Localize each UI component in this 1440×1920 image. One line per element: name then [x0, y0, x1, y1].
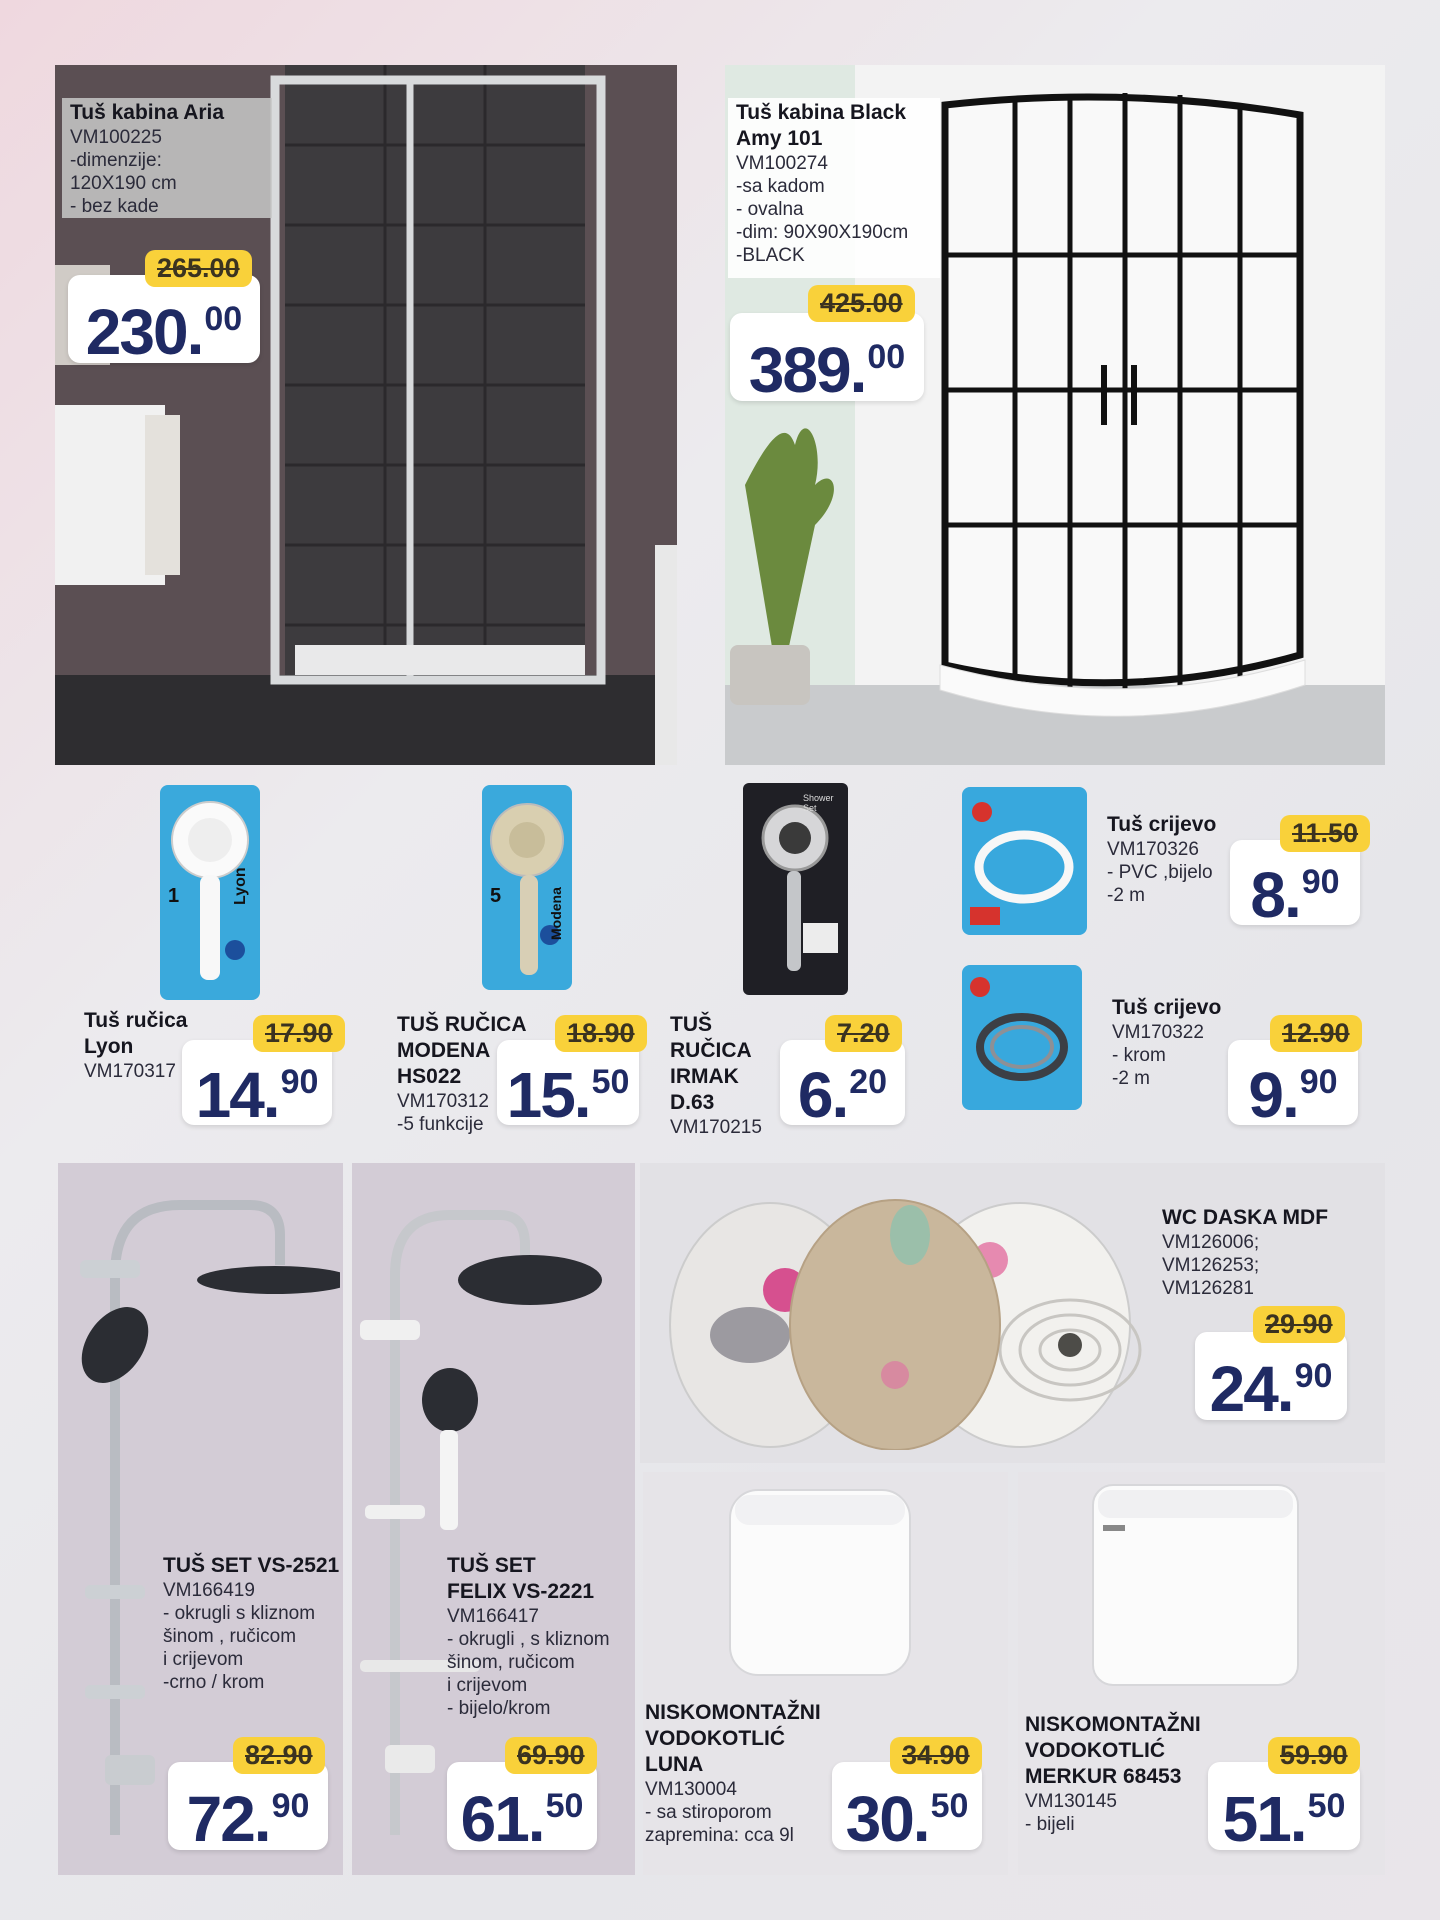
lyon-name-1: Tuš ručica [84, 1009, 188, 1032]
merkur-info [1025, 1712, 1215, 1836]
irmak-name-2: IRMAK [670, 1065, 739, 1088]
irmak-name-3: D.63 [670, 1091, 715, 1114]
amy-price [730, 313, 924, 406]
vs2521-spec-1: - okrugli s kliznom [163, 1603, 316, 1624]
hose2-price-dec: 90 [1299, 1063, 1338, 1101]
felix-spec-3: i crijevom [447, 1675, 528, 1696]
hose2-name: Tuš crijevo [1112, 996, 1222, 1019]
merkur-price [1208, 1762, 1360, 1855]
lyon-name-2: Lyon [84, 1035, 134, 1058]
lyon-sku: VM170317 [84, 1061, 176, 1082]
lyon-package-brand: Lyon [232, 867, 249, 905]
lyon-old-price: 17.90 [253, 1015, 345, 1052]
luna-name-2: VODOKOTLIĆ LUNA [645, 1727, 785, 1776]
aria-price-dec: 00 [204, 300, 243, 338]
merkur-old-price: 59.90 [1268, 1737, 1360, 1774]
felix-sku: VM166417 [447, 1606, 539, 1627]
merkur-image [1088, 1480, 1303, 1695]
luna-name-1: NISKOMONTAŽNI [645, 1701, 821, 1724]
hose1-price [1230, 840, 1360, 931]
merkur-price-int: 51. [1222, 1783, 1306, 1855]
hose2-info [1112, 995, 1242, 1090]
merkur-sku: VM130145 [1025, 1791, 1117, 1812]
hose2-spec-2: -2 m [1112, 1068, 1150, 1089]
vs2521-spec-2: šinom , ručicom [163, 1626, 297, 1647]
felix-spec-2: šinom, ručicom [447, 1652, 575, 1673]
wc-sku-3: VM126281 [1162, 1278, 1254, 1299]
vs2521-price-int: 72. [186, 1783, 270, 1855]
merkur-price-dec: 50 [1307, 1787, 1346, 1825]
felix-spec-4: - bijelo/krom [447, 1698, 551, 1719]
amy-price-int: 389. [748, 334, 866, 406]
hose1-sku: VM170326 [1107, 839, 1199, 860]
modena-sku: VM170312 [397, 1091, 489, 1112]
vs2521-price-dec: 90 [271, 1787, 310, 1825]
modena-package [482, 785, 572, 990]
felix-price-dec: 50 [545, 1787, 584, 1825]
luna-spec-2: zapremina: cca 9l [645, 1825, 794, 1846]
vs2521-old-price: 82.90 [233, 1737, 325, 1774]
irmak-shower-package-icon [743, 783, 848, 995]
amy-spec-1: -sa kadom [736, 176, 825, 197]
irmak-price-dec: 20 [849, 1063, 888, 1101]
irmak-old-price: 7.20 [825, 1015, 902, 1052]
felix-info [447, 1553, 642, 1720]
modena-name-1: TUŠ RUČICA [397, 1013, 527, 1036]
vs2521-price [168, 1762, 328, 1855]
hose1-spec-2: -2 m [1107, 885, 1145, 906]
hose2-price-int: 9. [1248, 1059, 1298, 1131]
modena-package-brand: Modena [548, 887, 564, 940]
cistern-merkur-icon [1088, 1480, 1303, 1695]
amy-name-2: Amy 101 [736, 127, 823, 150]
luna-old-price: 34.90 [890, 1737, 982, 1774]
hose1-info [1107, 812, 1237, 907]
wc-old-price: 29.90 [1253, 1306, 1345, 1343]
felix-old-price: 69.90 [505, 1737, 597, 1774]
vs2521-sku: VM166419 [163, 1580, 255, 1601]
cistern-luna-icon [720, 1485, 920, 1685]
modena-price-int: 15. [506, 1059, 590, 1131]
lyon-price-dec: 90 [280, 1063, 319, 1101]
hose2-sku: VM170322 [1112, 1022, 1204, 1043]
aria-old-price: 265.00 [145, 250, 252, 287]
luna-spec-1: - sa stiroporom [645, 1802, 772, 1823]
hose1-name: Tuš crijevo [1107, 813, 1217, 836]
merkur-spec-1: - bijeli [1025, 1814, 1075, 1835]
modena-spec: -5 funkcije [397, 1114, 484, 1135]
irmak-info [670, 1012, 790, 1139]
aria-spec-3: - bez kade [70, 196, 159, 217]
wc-seats-image [660, 1175, 1160, 1450]
wc-price-dec: 90 [1294, 1357, 1333, 1395]
wc-price-int: 24. [1209, 1353, 1293, 1425]
amy-spec-3: -dim: 90X90X190cm [736, 222, 909, 243]
lyon-price-int: 14. [195, 1059, 279, 1131]
modena-old-price: 18.90 [555, 1015, 647, 1052]
vs2521-info [163, 1553, 348, 1694]
modena-name-3: HS022 [397, 1065, 462, 1088]
felix-price-int: 61. [460, 1783, 544, 1855]
amy-old-price: 425.00 [808, 285, 915, 322]
aria-info [62, 98, 272, 218]
wc-info [1162, 1205, 1362, 1300]
wc-sku-1: VM126006; [1162, 1232, 1260, 1253]
vs2521-spec-3: i crijevom [163, 1649, 244, 1670]
amy-sku: VM100274 [736, 153, 828, 174]
felix-spec-1: - okrugli , s kliznom [447, 1629, 610, 1650]
aria-spec-1: -dimenzije: [70, 150, 162, 171]
toilet-seats-icon [660, 1175, 1160, 1450]
hose1-old-price: 11.50 [1280, 815, 1370, 852]
aria-spec-2: 120X190 cm [70, 173, 177, 194]
amy-price-dec: 00 [867, 338, 906, 376]
lyon-package [160, 785, 260, 1000]
merkur-name-2: VODOKOTLIĆ [1025, 1739, 1165, 1762]
hose1-package [962, 787, 1087, 935]
luna-sku: VM130004 [645, 1779, 737, 1800]
merkur-name-3: MERKUR 68453 [1025, 1765, 1182, 1788]
luna-info [645, 1700, 845, 1847]
modena-price [497, 1040, 639, 1131]
amy-info [728, 98, 940, 278]
luna-price-int: 30. [845, 1783, 929, 1855]
luna-price-dec: 50 [930, 1787, 969, 1825]
irmak-package-label: Shower Set [803, 793, 834, 813]
merkur-name-1: NISKOMONTAŽNI [1025, 1713, 1201, 1736]
hose2-price [1228, 1040, 1358, 1131]
hose2-old-price: 12.90 [1270, 1015, 1362, 1052]
lyon-price [182, 1040, 332, 1131]
vs2521-name: TUŠ SET VS-2521 [163, 1554, 340, 1577]
chrome-hose-package-icon [962, 965, 1082, 1110]
irmak-price-int: 6. [797, 1059, 848, 1131]
aria-price-int: 230. [85, 296, 203, 368]
hose2-package [962, 965, 1082, 1110]
white-hose-package-icon [962, 787, 1087, 935]
aria-name: Tuš kabina Aria [70, 101, 225, 124]
irmak-name-1: TUŠ RUČICA [670, 1013, 752, 1062]
felix-name-2: FELIX VS-2221 [447, 1580, 595, 1603]
vs2521-spec-4: -crno / krom [163, 1672, 265, 1693]
modena-package-number: 5 [490, 885, 502, 907]
irmak-package [743, 783, 848, 995]
aria-price [68, 275, 260, 368]
hose2-spec-1: - krom [1112, 1045, 1166, 1066]
irmak-price [780, 1040, 905, 1131]
luna-image [720, 1485, 920, 1685]
wc-price [1195, 1332, 1347, 1425]
modena-price-dec: 50 [591, 1063, 630, 1101]
hose1-price-dec: 90 [1301, 863, 1340, 901]
felix-price [447, 1762, 597, 1855]
luna-price [832, 1762, 982, 1855]
modena-name-2: MODENA [397, 1039, 491, 1062]
amy-spec-2: - ovalna [736, 199, 804, 220]
hose1-price-int: 8. [1250, 859, 1300, 931]
wc-name: WC DASKA MDF [1162, 1206, 1329, 1229]
irmak-sku: VM170215 [670, 1117, 762, 1138]
amy-spec-4: -BLACK [736, 245, 805, 266]
hose1-spec-1: - PVC ,bijelo [1107, 862, 1213, 883]
wc-sku-2: VM126253; [1162, 1255, 1260, 1276]
aria-sku: VM100225 [70, 127, 162, 148]
amy-name-1: Tuš kabina Black [736, 101, 907, 124]
felix-name-1: TUŠ SET [447, 1554, 536, 1577]
lyon-package-number: 1 [168, 885, 180, 907]
